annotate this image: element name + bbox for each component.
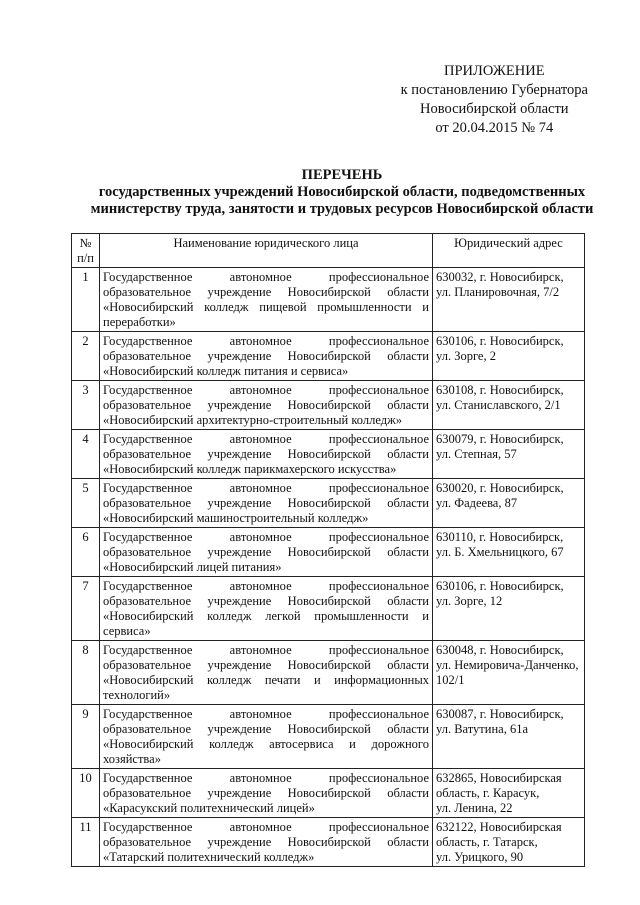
institutions-table (71, 233, 585, 867)
row-address (433, 332, 585, 381)
document-title (60, 167, 624, 218)
address-line: ул. Станиславского, 2/1 (436, 398, 561, 412)
row-number: 2 (72, 332, 100, 381)
address-line: 630048, г. Новосибирск, (436, 643, 564, 657)
address-line: 632122, Новосибирская (436, 820, 562, 834)
address-line: 630106, г. Новосибирск, (436, 334, 564, 348)
title-line-2: министерству труда, занятости и трудовых ресурсов Новосибирской области (90, 201, 594, 217)
title-heading: ПЕРЕЧЕНЬ (301, 167, 383, 183)
address-line: 630110, г. Новосибирск, (436, 530, 564, 544)
row-number: 6 (72, 528, 100, 577)
row-address (433, 769, 585, 818)
address-line: ул. Фадеева, 87 (436, 496, 518, 510)
table-row (72, 268, 585, 332)
appendix-block (401, 62, 588, 138)
row-number: 1 (72, 268, 100, 332)
table-row (72, 705, 585, 769)
address-line: 630032, г. Новосибирск, (436, 270, 564, 284)
row-address (433, 577, 585, 641)
row-address (433, 381, 585, 430)
row-address (433, 479, 585, 528)
header-number: № п/п (72, 234, 100, 268)
table-row (72, 479, 585, 528)
address-line: 102/1 (436, 673, 465, 687)
address-line: ул. Ленина, 22 (436, 801, 513, 815)
appendix-region-line: Новосибирской области (420, 101, 569, 117)
address-line: ул. Урицкого, 90 (436, 850, 524, 864)
row-number: 10 (72, 769, 100, 818)
row-number: 9 (72, 705, 100, 769)
row-name: Государственное автономное профессиональное образовательное учреждение Новосибирской области «Карасукский политехнический лицей» (100, 769, 433, 818)
row-name: Государственное автономное профессиональное образовательное учреждение Новосибирской области «Новосибирский архитектурно-строительный колледж» (100, 381, 433, 430)
header-address: Юридический адрес (433, 234, 585, 268)
table-row (72, 769, 585, 818)
table-row (72, 430, 585, 479)
table-row (72, 332, 585, 381)
row-address (433, 430, 585, 479)
row-name: Государственное автономное профессиональное образовательное учреждение Новосибирской области «Новосибирский колледж печати и информационных технологий» (100, 641, 433, 705)
table-row (72, 818, 585, 867)
row-name: Государственное автономное профессиональное образовательное учреждение Новосибирской области «Новосибирский колледж легкой промышленности и сервиса» (100, 577, 433, 641)
address-line: 630106, г. Новосибирск, (436, 579, 564, 593)
appendix-heading: ПРИЛОЖЕНИЕ (443, 63, 545, 79)
address-line: 630087, г. Новосибирск, (436, 707, 564, 721)
address-line: ул. Степная, 57 (436, 447, 517, 461)
row-name: Государственное автономное профессиональное образовательное учреждение Новосибирской области «Новосибирский колледж питания и сервиса» (100, 332, 433, 381)
row-address (433, 705, 585, 769)
row-name: Государственное автономное профессиональное образовательное учреждение Новосибирской области «Новосибирский лицей питания» (100, 528, 433, 577)
row-address (433, 528, 585, 577)
row-name: Государственное автономное профессиональное образовательное учреждение Новосибирской области «Новосибирский машиностроительный колледж» (100, 479, 433, 528)
table-row (72, 577, 585, 641)
address-line: ул. Ватутина, 61а (436, 722, 528, 736)
row-number: 7 (72, 577, 100, 641)
address-line: 630108, г. Новосибирск, (436, 383, 564, 397)
table-row (72, 641, 585, 705)
row-address (433, 268, 585, 332)
table-header-row (72, 234, 585, 268)
title-line-1: государственных учреждений Новосибирской области, подведомственных (98, 184, 586, 200)
address-line: 632865, Новосибирская (436, 771, 562, 785)
row-address (433, 641, 585, 705)
row-name: Государственное автономное профессиональное образовательное учреждение Новосибирской области «Новосибирский колледж парикмахерского искусства» (100, 430, 433, 479)
table-row (72, 381, 585, 430)
address-line: область, г. Карасук, (436, 786, 540, 800)
address-line: 630020, г. Новосибирск, (436, 481, 564, 495)
row-number: 5 (72, 479, 100, 528)
row-name: Государственное автономное профессиональное образовательное учреждение Новосибирской области «Новосибирский колледж пищевой промышленности и переработки» (100, 268, 433, 332)
address-line: 630079, г. Новосибирск, (436, 432, 564, 446)
table-row (72, 528, 585, 577)
address-line: область, г. Татарск, (436, 835, 538, 849)
row-number: 4 (72, 430, 100, 479)
address-line: ул. Б. Хмельницкого, 67 (436, 545, 564, 559)
header-name: Наименование юридического лица (100, 234, 433, 268)
appendix-decree-line: к постановлению Губернатора (400, 82, 588, 98)
row-number: 3 (72, 381, 100, 430)
address-line: ул. Немировича-Данченко, (436, 658, 579, 672)
appendix-date-line: от 20.04.2015 № 74 (435, 120, 554, 136)
row-name: Государственное автономное профессиональное образовательное учреждение Новосибирской области «Татарский политехнический колледж» (100, 818, 433, 867)
row-name: Государственное автономное профессиональное образовательное учреждение Новосибирской области «Новосибирский колледж автосервиса и дорожного хозяйства» (100, 705, 433, 769)
row-number: 11 (72, 818, 100, 867)
row-number: 8 (72, 641, 100, 705)
address-line: ул. Зорге, 2 (436, 349, 496, 363)
row-address (433, 818, 585, 867)
address-line: ул. Планировочная, 7/2 (436, 285, 560, 299)
address-line: ул. Зорге, 12 (436, 594, 503, 608)
